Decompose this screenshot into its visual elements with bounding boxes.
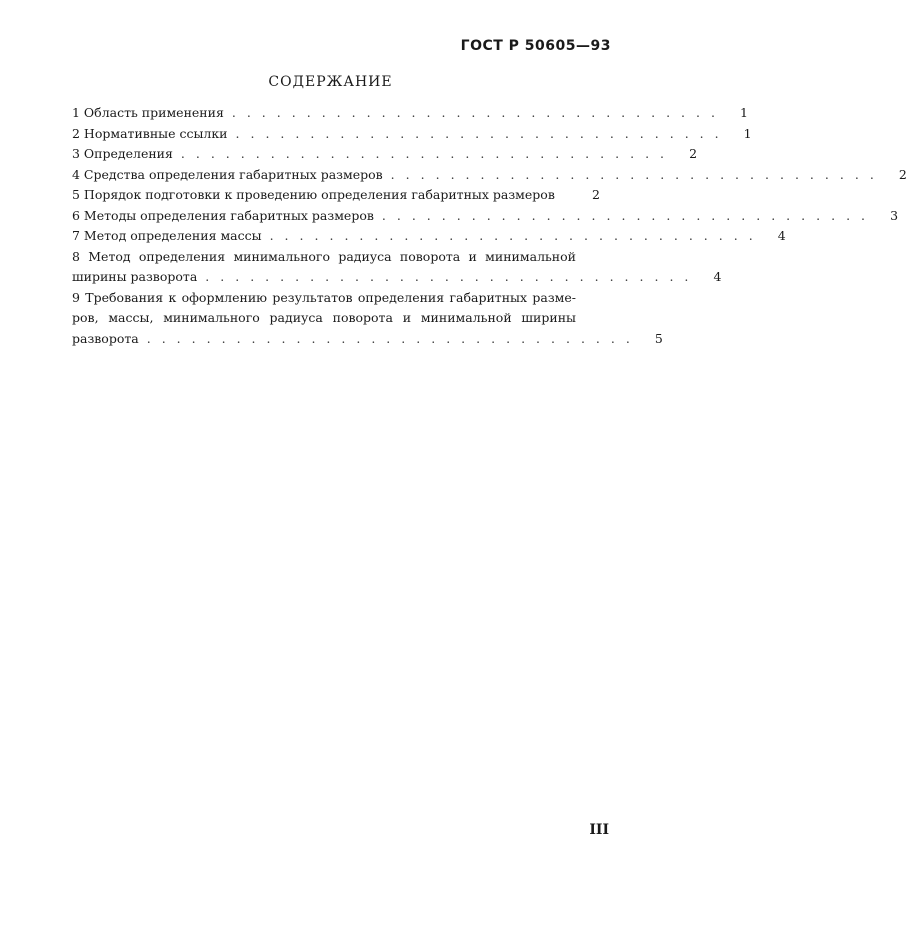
toc-entry-6[interactable] xyxy=(72,206,899,227)
toc-page-number: 2 xyxy=(898,166,907,182)
toc-page-number: 4 xyxy=(777,228,786,243)
toc-page-number: 2 xyxy=(592,187,600,202)
toc-entry-3[interactable] xyxy=(72,144,698,165)
toc-label-line: 8 Метод определения минимального радиуса поворота и минимальной xyxy=(72,248,576,264)
leader-dots: ................................. xyxy=(180,146,676,161)
toc-entry-1[interactable] xyxy=(72,103,748,124)
leader-dots: ................................. xyxy=(231,105,726,120)
leader-dots: ................................. xyxy=(146,330,641,346)
toc-label-line: разворота xyxy=(72,330,139,346)
toc-page-number: 3 xyxy=(890,207,899,223)
toc-page-number: 2 xyxy=(689,146,698,161)
toc-label: 1 Область применения xyxy=(72,105,224,120)
toc-label: 3 Определения xyxy=(72,146,173,161)
toc-page-number: 4 xyxy=(713,269,722,284)
toc-label-line: ширины разворота xyxy=(72,269,198,284)
leader-dots: ................................. xyxy=(269,228,764,243)
toc-label: 6 Методы определения габаритных размеров xyxy=(72,207,374,223)
toc-label-line: ров, массы, минимального радиуса поворота и минимальной ширины xyxy=(72,310,576,325)
page-title: СОДЕРЖАНИЕ xyxy=(268,74,393,90)
toc-page-number: 5 xyxy=(654,330,663,346)
toc-label: 7 Метод определения массы xyxy=(72,228,262,243)
toc-label: 5 Порядок подготовки к проведению определения габаритных размеров xyxy=(72,187,555,202)
toc-label-line: 9 Требования к оформлению результатов определения габаритных разме- xyxy=(72,289,576,305)
leader-dots: ................................. xyxy=(390,166,885,182)
standard-number: ГОСТ Р 50605—93 xyxy=(460,38,611,54)
toc-label: 2 Нормативные ссылки xyxy=(72,125,228,141)
toc-entry-4[interactable] xyxy=(72,165,907,186)
leader-dots: ................................. xyxy=(235,125,730,141)
table-of-contents xyxy=(72,103,907,349)
toc-entry-2[interactable] xyxy=(72,124,752,145)
toc-entry-5[interactable] xyxy=(72,185,600,206)
roman-page-number: III xyxy=(589,822,609,838)
toc-entry-7[interactable] xyxy=(72,226,786,247)
toc-page-number: 1 xyxy=(740,105,748,120)
toc-page-number: 1 xyxy=(743,125,752,141)
leader-dots: ................................. xyxy=(205,269,700,284)
toc-entry-9[interactable] xyxy=(72,288,663,350)
leader-dots: ................................. xyxy=(381,207,877,223)
toc-entry-8[interactable] xyxy=(72,247,722,288)
toc-label: 4 Средства определения габаритных размеров xyxy=(72,166,383,182)
